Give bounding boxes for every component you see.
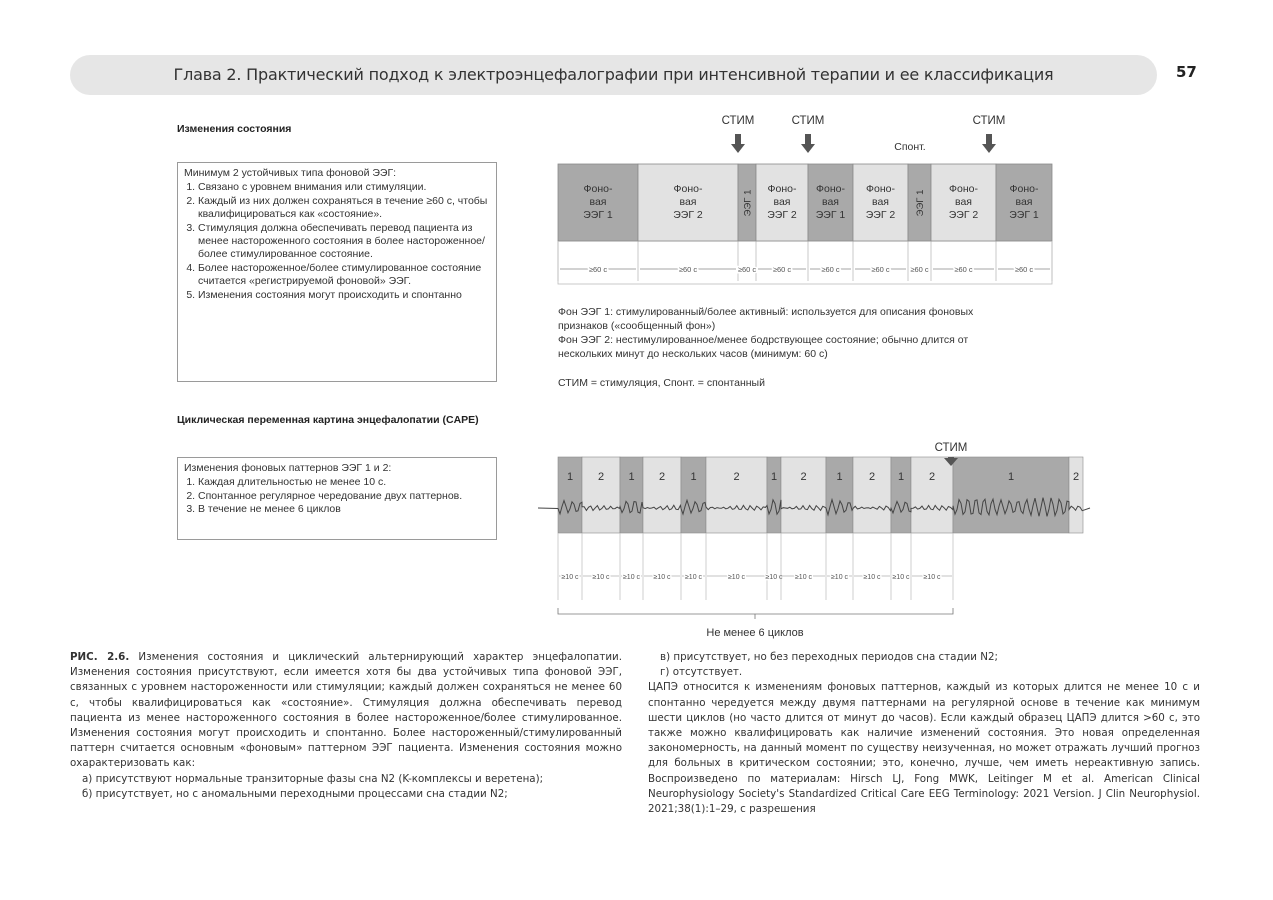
cape-segment	[853, 457, 891, 533]
cape-segment	[911, 457, 953, 533]
cape-segment	[620, 457, 643, 533]
cape-segment-label: 1	[897, 471, 905, 483]
state-segment-label-vertical: ЭЭГ 1	[915, 189, 926, 217]
cape-diagram-group	[538, 442, 1090, 639]
cape-duration-label: ≥10 с	[622, 574, 641, 581]
figure-caption-left	[70, 650, 622, 802]
cape-segment-label: 2	[928, 471, 936, 483]
cape-segment-label: 1	[1007, 471, 1015, 483]
state-segment-label: ЭЭГ 2	[948, 209, 979, 221]
cape-segment-label: 2	[868, 471, 876, 483]
state-segment-label: вая	[955, 196, 972, 208]
cape-segment-label: 1	[566, 471, 574, 483]
cape-segment	[681, 457, 706, 533]
state-segment-label: ЭЭГ 1	[815, 209, 846, 221]
cape-criteria-item: 2. Спонтанное регулярное чередование двух паттернов.	[198, 490, 490, 503]
state-criteria-item: 1. Связано с уровнем внимания или стимуляции.	[198, 181, 490, 194]
stim-arrow-head	[801, 144, 815, 153]
cape-segment-label: 1	[628, 471, 635, 483]
state-segment-label: вая	[679, 196, 697, 208]
cape-segment-label: 1	[690, 471, 697, 483]
state-section-title: Изменения состояния	[177, 123, 292, 135]
state-segment-label: вая	[1015, 196, 1033, 208]
cape-duration-label: ≥10 с	[794, 574, 813, 581]
cape-segment-label: 2	[800, 471, 807, 483]
cape-duration-label: ≥10 с	[923, 574, 941, 581]
state-segment-label: Фоно-	[1009, 183, 1039, 195]
stim-label: СТИМ	[972, 115, 1006, 127]
page-number: 57	[1176, 63, 1197, 81]
chapter-title: Глава 2. Практический подход к электроэнцефалографии при интенсивной терапии и ее классификация	[173, 65, 1054, 84]
stim-arrow-shaft	[735, 134, 741, 144]
cape-segment	[582, 457, 620, 533]
state-segment-label: вая	[589, 196, 607, 208]
cape-segment	[953, 457, 1069, 533]
state-legend-line: Фон ЭЭГ 1: стимулированный/более активный: используется для описания фоновых	[558, 306, 974, 318]
cape-duration-label: ≥10 с	[653, 574, 671, 581]
state-segment-label: вая	[822, 196, 839, 208]
cape-duration-label: ≥10 с	[892, 574, 910, 581]
state-segment-label: ЭЭГ 1	[583, 209, 613, 221]
cape-segment-label: 1	[836, 471, 843, 483]
state-legend-line: признаков («сообщенный фон»)	[558, 320, 716, 332]
state-duration-label: ≥60 с	[678, 265, 698, 274]
figure-label: РИС. 2.6.	[70, 651, 130, 663]
state-segment-label: вая	[773, 196, 791, 208]
state-criteria-item: 2. Каждый из них должен сохраняться в течение ≥60 с, чтобы квалифицироваться как «состояние».	[198, 195, 490, 222]
abbreviation-note: СТИМ = стимуляция, Спонт. = спонтанный	[558, 377, 765, 389]
cape-criteria-intro: Изменения фоновых паттернов ЭЭГ 1 и 2:	[184, 462, 392, 474]
cape-segment-label: 2	[1072, 471, 1080, 483]
cape-segment	[706, 457, 767, 533]
caption-text-right: ЦАПЭ относится к изменениям фоновых паттернов, каждый из которых длится не менее 10 с и спонтанно чередуется между двумя паттернами на регулярной основе в течение как минимум шести циклов (но часто длится от минут до часов). Если каждый образец ЦАПЭ длится >60 с, это также можно квалифицировать как наличие изменений состояния. Это новая определенная закономерность, на данный момент по существу неизученная, но может отражать лучший прогноз для больных в критическом состоянии; это, конечно, лучше, чем иметь нереактивную запись. Воспроизведено по материалам: Hirsch LJ, Fong MWK, Leitinger M et al. American Clinical Neurophysiology Society's Standardized Critical Care EEG Terminology: 2021 Version. J Clin Neurophysiol. 2021;38(1):1–29, с разрешения	[648, 681, 1200, 816]
stim-arrow-shaft	[805, 134, 811, 144]
caption-item-a: а) присутствуют нормальные транзиторные фазы сна N2 (K-комплексы и веретена);	[82, 772, 544, 785]
cape-duration-label: ≥10 с	[830, 574, 849, 581]
caption-item-b: б) присутствует, но с аномальными переходными процессами сна стадии N2;	[82, 787, 508, 800]
state-duration-label: ≥60 с	[588, 265, 608, 274]
cape-segment	[767, 457, 781, 533]
state-segment-label: ЭЭГ 1	[1009, 209, 1039, 221]
state-segment-label: ЭЭГ 2	[673, 209, 703, 221]
state-duration-panel	[558, 241, 1052, 284]
state-duration-label: ≥60 с	[954, 265, 973, 274]
state-segment-label: Фоно-	[673, 183, 703, 195]
cape-segment-label: 2	[597, 471, 605, 483]
state-duration-label: ≥60 с	[1014, 265, 1034, 274]
state-segment-label: ЭЭГ 2	[865, 209, 896, 221]
state-segment-label: Фоно-	[767, 183, 797, 195]
state-duration-label: ≥60 с	[772, 265, 792, 274]
state-legend	[558, 305, 1078, 361]
cape-segment-label: 1	[770, 471, 778, 483]
stim-arrow-head	[982, 144, 996, 153]
caption-item-g: г) отсутствует.	[660, 666, 743, 679]
cape-segment	[1069, 457, 1083, 533]
state-criteria-item: 4. Более настороженное/более стимулированное состояние считается «регистрируемой фоновой» ЭЭГ.	[198, 262, 490, 289]
state-segment-label: ЭЭГ 2	[767, 209, 797, 221]
state-criteria-intro: Минимум 2 устойчивых типа фоновой ЭЭГ:	[184, 167, 397, 179]
state-legend-line: Фон ЭЭГ 2: нестимулированное/менее бодрствующее состояние; обычно длится от	[558, 334, 969, 346]
state-criteria-item: 5. Изменения состояния могут происходить и спонтанно	[198, 289, 490, 302]
cape-segment	[781, 457, 826, 533]
state-diagram-group	[558, 115, 1052, 284]
state-duration-label: ≥60 с	[737, 265, 757, 274]
stim-arrow-head	[731, 144, 745, 153]
stim-label: СТИМ	[721, 115, 755, 127]
state-duration-label: ≥60 с	[910, 265, 929, 274]
cape-stim-label: СТИМ	[934, 442, 968, 454]
cape-duration-label: ≥10 с	[727, 574, 746, 581]
stim-label: СТИМ	[791, 115, 825, 127]
stim-arrow-shaft	[986, 134, 992, 144]
state-criteria-item: 3. Стимуляция должна обеспечивать перевод пациента из менее настороженного состояния в более настороженное/более стимулированное состояние.	[198, 222, 490, 262]
state-legend-line: нескольких минут до нескольких часов (минимум: 60 с)	[558, 348, 828, 360]
cape-criteria-item: 1. Каждая длительностью не менее 10 с.	[198, 476, 490, 489]
state-duration-label: ≥60 с	[871, 265, 890, 274]
cape-duration-label: ≥10 с	[561, 574, 579, 581]
state-segment-label: Фоно-	[949, 183, 978, 195]
caption-text-left: Изменения состояния и циклический альтернирующий характер энцефалопатии. Изменения состояния присутствуют, если имеется хотя бы два устойчивых типа фоновой ЭЭГ, связанных с уровнем настороженности или стимуляции; каждый должен сохраняться не менее 60 с, чтобы квалифицироваться как «состояние». Стимуляция должна обеспечивать перевод пациента из менее настороженного состояния в более настороженное/более стимулированное. Изменения состояния могут происходить и спонтанно. Более настороженный/стимулированный паттерн считается основным «фоновым» паттерном ЭЭГ пациента. Изменения состояния можно охарактеризовать как:	[70, 651, 623, 770]
cycles-bracket	[558, 608, 953, 614]
spont-label: Спонт.	[894, 141, 926, 153]
cape-segment	[558, 457, 582, 533]
cape-segment-label: 2	[658, 471, 666, 483]
cape-segment	[826, 457, 853, 533]
cape-segment-label: 2	[733, 471, 740, 483]
state-segment-label-vertical: ЭЭГ 1	[742, 189, 754, 217]
state-segment-label: Фоно-	[583, 183, 613, 195]
cape-duration-label: ≥10 с	[863, 574, 881, 581]
state-segment-label: Фоно-	[816, 183, 845, 195]
cape-duration-label: ≥10 с	[684, 574, 703, 581]
state-segment-label: Фоно-	[866, 183, 895, 195]
cycles-label: Не менее 6 циклов	[706, 627, 804, 639]
cape-duration-label: ≥10 с	[592, 574, 610, 581]
state-segment-label: вая	[872, 196, 889, 208]
cape-criteria-item: 3. В течение не менее 6 циклов	[198, 503, 490, 516]
cape-duration-label: ≥10 с	[765, 574, 783, 581]
state-duration-label: ≥60 с	[821, 265, 840, 274]
cape-criteria-box	[177, 457, 497, 540]
figure-caption-right	[648, 650, 1200, 817]
cape-segment	[891, 457, 911, 533]
cape-criteria-list	[184, 476, 490, 516]
cape-segment	[643, 457, 681, 533]
caption-item-v: в) присутствует, но без переходных периодов сна стадии N2;	[660, 651, 998, 663]
cape-section-title: Циклическая переменная картина энцефалопатии (CAPE)	[177, 414, 479, 426]
